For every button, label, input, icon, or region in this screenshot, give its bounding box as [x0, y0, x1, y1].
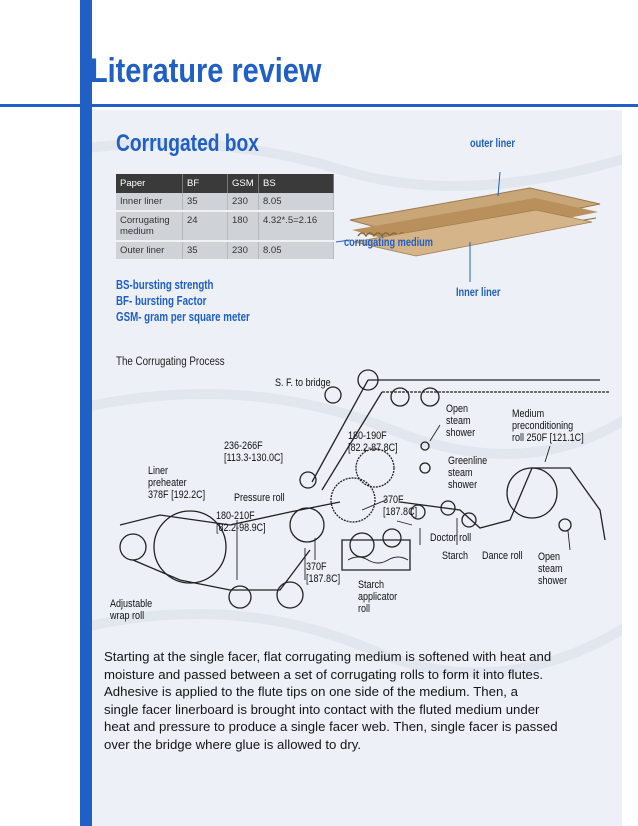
- temperature-236-266-label: 236-266F [113.3-130.0C]: [224, 440, 284, 464]
- table-cell: Outer liner: [116, 241, 183, 260]
- temperature-370-right-label: 370F [187.8C]: [383, 494, 418, 518]
- open-steam-shower-bottom-label: Open steam shower: [538, 551, 568, 587]
- table-cell: 35: [183, 241, 228, 260]
- table-cell: 230: [228, 241, 259, 260]
- abbreviation-item: BS-bursting strength: [116, 278, 214, 292]
- adjustable-wrap-roll-label: Adjustable wrap roll: [110, 598, 153, 622]
- table-header-cell: BS: [259, 174, 334, 193]
- table-cell: 4.32*.5=2.16: [259, 211, 334, 241]
- greenline-steam-shower-label: Greenline steam shower: [448, 455, 488, 491]
- medium-preconditioning-label: Medium preconditioning roll 250F [121.1C]: [512, 408, 584, 444]
- dance-roll-label: Dance roll: [482, 550, 523, 562]
- diagram-title: The Corrugating Process: [116, 356, 225, 368]
- temperature-180-190-label: 180-190F [82.2-87.8C]: [348, 430, 398, 454]
- left-accent-bar: [80, 0, 92, 826]
- table-cell: Corrugating medium: [116, 211, 183, 241]
- table-header-cell: BF: [183, 174, 228, 193]
- process-description: [104, 648, 604, 754]
- open-steam-shower-top-label: Open steam shower: [446, 403, 476, 439]
- starch-applicator-roll-label: Starch applicator roll: [358, 579, 398, 615]
- table-cell: Inner liner: [116, 193, 183, 211]
- corrugated-board-illustration: [330, 160, 605, 295]
- description-line: heat and pressure to produce a single facer web. Then, single facer is passed: [104, 719, 558, 735]
- description-line: moisture and passed between a set of corrugating rolls to form it into flutes.: [104, 666, 544, 682]
- abbreviation-item: GSM- gram per square meter: [116, 310, 250, 324]
- doctor-roll-label: Doctor roll: [430, 532, 472, 544]
- table-cell: 8.05: [259, 241, 334, 260]
- abbreviation-item: BF- bursting Factor: [116, 294, 207, 308]
- description-line: over the bridge where glue is allowed to dry.: [104, 736, 362, 752]
- inner-liner-label: Inner liner: [456, 287, 501, 299]
- liner-preheater-label: Liner preheater 378F [192.2C]: [148, 465, 206, 501]
- table-cell: 35: [183, 193, 228, 211]
- pressure-roll-label: Pressure roll: [234, 492, 285, 504]
- table-cell: 24: [183, 211, 228, 241]
- temperature-370-bottom-label: 370F [187.8C]: [306, 561, 341, 585]
- abbreviation-list: [116, 277, 250, 325]
- table-cell: 180: [228, 211, 259, 241]
- bridge-label: S. F. to bridge: [275, 377, 331, 389]
- description-line: Adhesive is applied to the flute tips on one side of the medium. Then, a: [104, 684, 518, 700]
- section-subtitle: Corrugated box: [116, 130, 259, 157]
- description-line: Starting at the single facer, flat corrugating medium is softened with heat and: [104, 649, 552, 664]
- table-header-cell: GSM: [228, 174, 259, 193]
- table-row: [116, 193, 334, 211]
- table-cell: 230: [228, 193, 259, 211]
- table-row: [116, 211, 334, 241]
- table-row: [116, 241, 334, 260]
- paper-spec-table: [116, 174, 334, 261]
- table-header-row: [116, 174, 334, 193]
- corrugating-medium-label: corrugating medium: [344, 237, 433, 249]
- page-title: Literature review: [90, 52, 322, 90]
- table-cell: 8.05: [259, 193, 334, 211]
- temperature-180-210-label: 180-210F [82.2-98.9C]: [216, 510, 266, 534]
- outer-liner-label: outer liner: [470, 138, 515, 150]
- table-header-cell: Paper: [116, 174, 183, 193]
- description-line: single facer linerboard is brought into contact with the fluted medium under: [104, 701, 540, 717]
- starch-label: Starch: [442, 550, 469, 562]
- title-underline: [0, 104, 638, 107]
